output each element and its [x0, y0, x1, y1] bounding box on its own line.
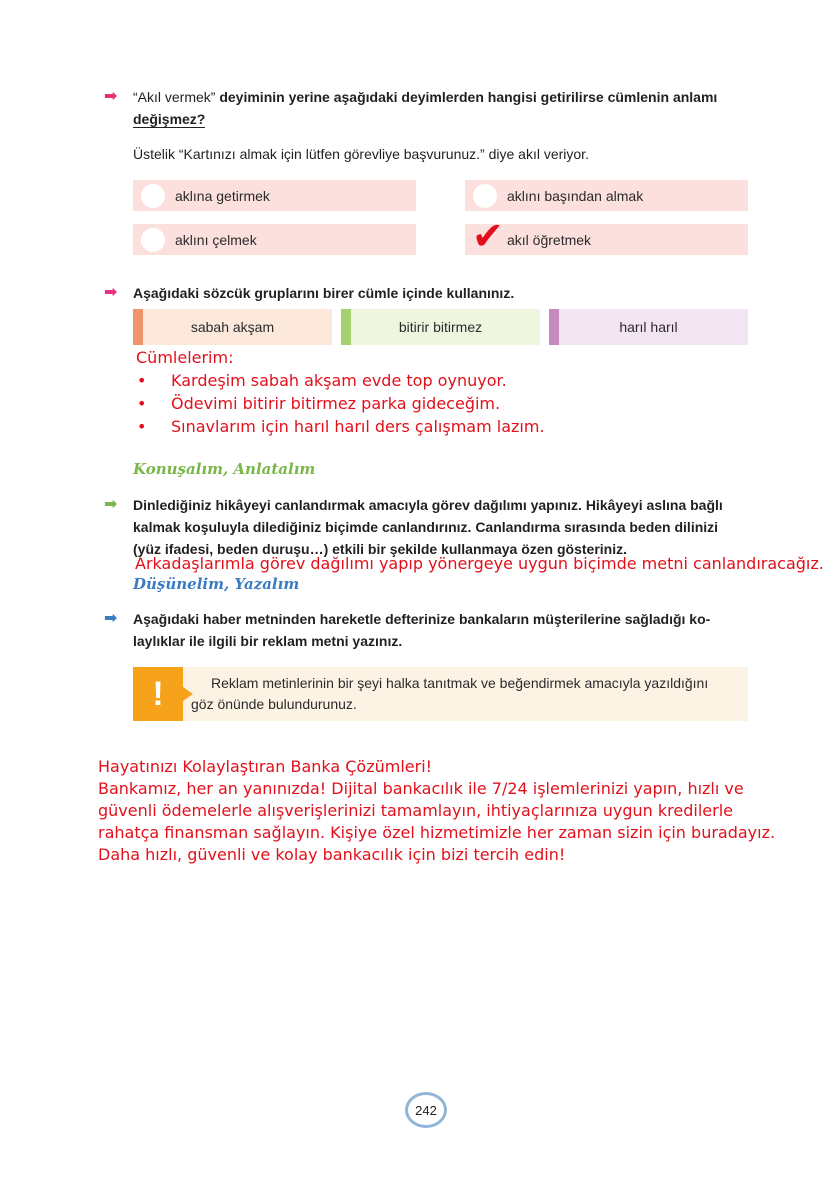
option-d[interactable]	[465, 224, 748, 255]
answer-item-3: Sınavlarım için harıl harıl ders çalışmam lazım.	[171, 417, 545, 436]
word-box-bar	[133, 309, 143, 345]
option-label: akıl öğretmek	[507, 231, 592, 248]
question-1-part1: “Akıl vermek”	[133, 89, 220, 105]
answer-item-1: Kardeşim sabah akşam evde top oynuyor.	[171, 371, 507, 390]
section-title-konusalim: Konuşalım, Anlatalım	[133, 460, 316, 478]
option-b[interactable]	[465, 180, 748, 211]
word-box-1	[133, 309, 332, 345]
option-label: aklını başından almak	[507, 187, 644, 204]
page-number: 242	[405, 1092, 447, 1128]
word-label: harıl harıl	[619, 319, 678, 335]
bullet-icon: •	[137, 394, 147, 413]
word-box-2	[341, 309, 540, 345]
question-1-part3: değişmez?	[133, 111, 206, 127]
question-4-text	[133, 608, 753, 652]
question-1-text	[133, 86, 753, 130]
option-circle	[473, 184, 497, 208]
question-3-answer: Arkadaşlarımla görev dağılımı yapıp yönergeye uygun biçimde metni canlandıracağız.	[135, 554, 824, 573]
note-line-2: göz önünde bulundurunuz.	[191, 696, 357, 712]
word-label: sabah akşam	[190, 319, 275, 335]
arrow-icon: ➡	[104, 284, 115, 301]
ad-line-1: Hayatınızı Kolaylaştıran Banka Çözümleri!	[98, 757, 433, 776]
answer-item-2: Ödevimi bitirir bitirmez parka gideceğim.	[171, 394, 501, 413]
question-3-line-2: kalmak koşuluyla dilediğiniz biçimde canlandırınız. Canlandırma sırasında beden dilinizi	[133, 519, 719, 535]
section-title-dusunelim: Düşünelim, Yazalım	[133, 575, 300, 593]
ad-line-2: Bankamız, her an yanınızda! Dijital bankacılık ile 7/24 işlemlerinizi yapın, hızlı ve	[98, 779, 744, 798]
check-mark-icon: ✔	[472, 216, 504, 258]
option-label: aklına getirmek	[175, 187, 270, 204]
word-label: bitirir bitirmez	[398, 319, 483, 335]
ad-line-5: Daha hızlı, güvenli ve kolay bankacılık için bizi tercih edin!	[98, 845, 566, 864]
question-1-part2: deyiminin yerine aşağıdaki deyimlerden hangisi getirilirse cümlenin anlamı	[219, 89, 718, 105]
option-label: aklını çelmek	[175, 231, 257, 248]
bullet-icon: •	[137, 417, 147, 436]
option-a[interactable]	[133, 180, 416, 211]
question-2-text: Aşağıdaki sözcük gruplarını birer cümle içinde kullanınız.	[133, 285, 515, 301]
question-3-line-3: (yüz ifadesi, beden duruşu…) etkili bir şekilde kullanmaya özen gösteriniz.	[133, 541, 628, 557]
note-box	[133, 667, 748, 721]
arrow-icon: ➡	[104, 88, 115, 105]
word-box-bar	[549, 309, 559, 345]
bullet-icon: •	[137, 371, 147, 390]
option-c[interactable]	[133, 224, 416, 255]
answers-heading: Cümlelerim:	[136, 348, 234, 367]
question-3-text	[133, 494, 753, 560]
ad-line-3: güvenli ödemelerle alışverişlerinizi tamamlayın, ihtiyaçlarınıza uygun kredilerle	[98, 801, 733, 820]
note-text	[191, 673, 708, 715]
note-line-1: Reklam metinlerinin bir şeyi halka tanıtmak ve beğendirmek amacıyla yazıldığını	[211, 675, 709, 691]
arrow-icon: ➡	[104, 610, 115, 627]
question-4-line-2: laylıklar ile ilgili bir reklam metni yazınız.	[133, 633, 403, 649]
option-circle	[141, 184, 165, 208]
ad-line-4: rahatça finansman sağlayın. Kişiye özel hizmetimizle her zaman sizin için buradayız.	[98, 823, 776, 842]
arrow-icon: ➡	[104, 496, 115, 513]
warning-icon: !	[133, 667, 183, 721]
ad-text	[98, 756, 775, 866]
word-box-bar	[341, 309, 351, 345]
question-4-line-1: Aşağıdaki haber metninden hareketle defterinize bankaların müşterilerine sağladığı ko-	[133, 611, 711, 627]
question-3-line-1: Dinlediğiniz hikâyeyi canlandırmak amacıyla görev dağılımı yapınız. Hikâyeyi aslına bağlı	[133, 497, 723, 513]
option-circle	[141, 228, 165, 252]
word-box-3	[549, 309, 748, 345]
question-1-sentence: Üstelik “Kartınızı almak için lütfen görevliye başvurunuz.” diye akıl veriyor.	[133, 146, 589, 162]
